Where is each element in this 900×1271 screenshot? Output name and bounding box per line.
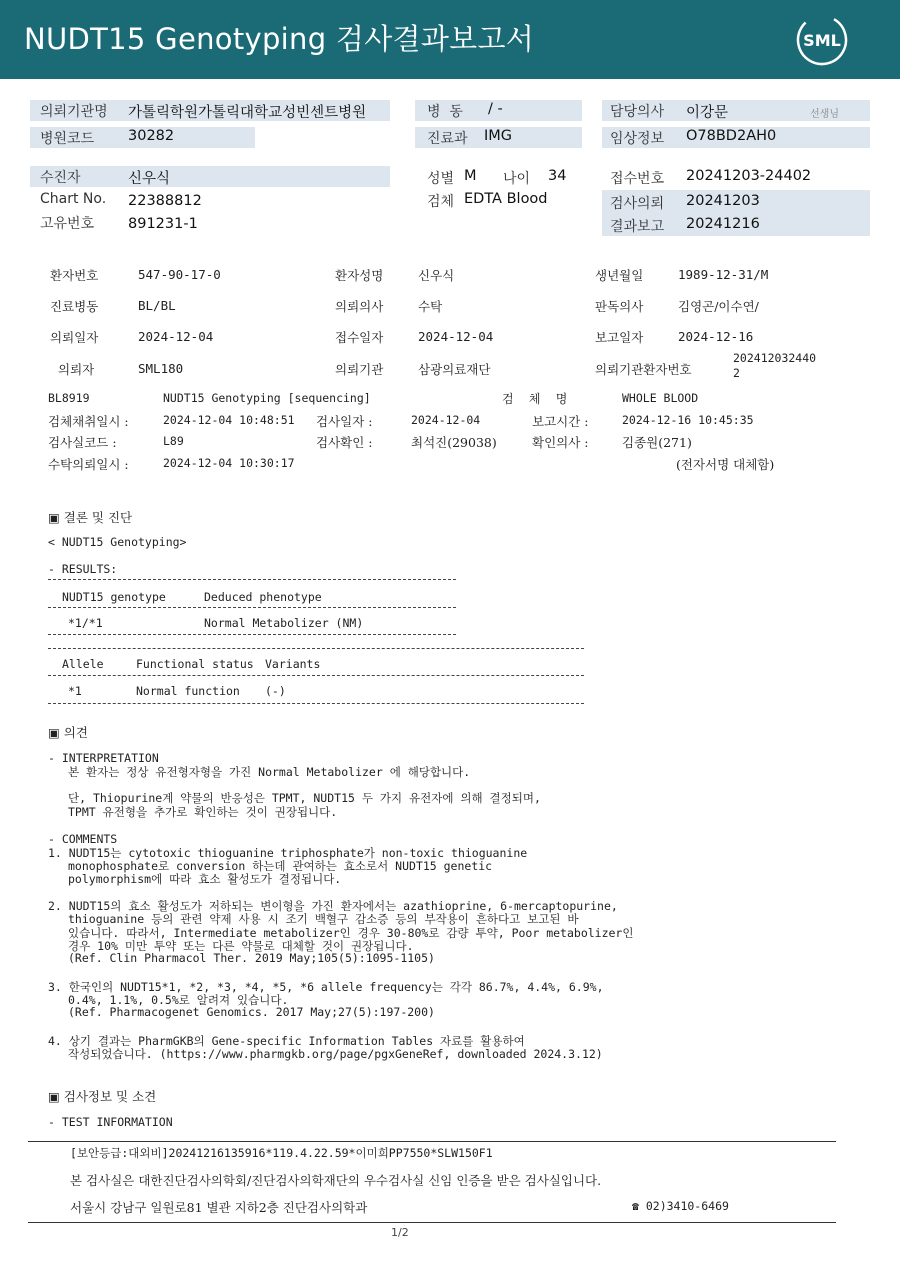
- report-title: NUDT15 Genotyping 검사결과보고서: [24, 22, 535, 56]
- certification-line: 본 검사실은 대한진단검사의학회/진단검사의학재단의 우수검사실 신임 인증을 받은 검사실입니다.: [70, 1173, 602, 1188]
- interpretation-line-3: TPMT 유전형을 추가로 확인하는 것이 권장됩니다.: [68, 805, 338, 819]
- collect-value: 2024-12-04 10:48:51: [163, 413, 295, 427]
- refdoc-value: 수탁: [418, 299, 443, 314]
- repdate-value: 2024-12-16: [678, 329, 754, 344]
- confirm-label: 검사확인 :: [316, 435, 373, 450]
- interpretation-line-1: 본 환자는 정상 유전형자형을 가진 Normal Metabolizer 에 해당합니다.: [68, 765, 471, 779]
- receipt-label: 접수번호: [610, 171, 665, 187]
- refpid-label: 의뢰기관환자번호: [595, 362, 692, 377]
- patient-box: [30, 166, 390, 187]
- page-number: 1/2: [391, 1226, 409, 1239]
- age-label: 나이: [503, 171, 531, 187]
- uid-value: 891231-1: [128, 216, 198, 232]
- footer-divider-bottom: [28, 1222, 836, 1223]
- testdate-label: 검사일자 :: [316, 414, 373, 429]
- test-name: NUDT15 Genotyping [sequencing]: [163, 391, 371, 405]
- testinfo-heading: - TEST INFORMATION: [48, 1115, 173, 1129]
- lab-value: L89: [163, 434, 184, 448]
- comment-4-line-2: 작성되었습니다. (https://www.pharmgkb.org/page/pgxGeneRef, downloaded 2024.3.12): [68, 1047, 603, 1061]
- t2-variants-value: (-): [265, 684, 286, 698]
- rtime-label: 보고시간 :: [532, 414, 589, 429]
- reader-value: 김영곤/이수연/: [678, 299, 759, 314]
- clinical-value: O78BD2AH0: [686, 128, 777, 144]
- rcvdate-value: 2024-12-04: [418, 329, 494, 344]
- comments-heading: - COMMENTS: [48, 832, 118, 846]
- doctor-value: 이강문: [686, 105, 729, 121]
- test-code: BL8919: [48, 391, 90, 405]
- confirm-value: 최석진(29038): [411, 435, 497, 450]
- comment-3-line-3: (Ref. Pharmacogenet Genomics. 2017 May;27(5):197-200): [68, 1005, 435, 1019]
- requester-value: SML180: [138, 361, 184, 376]
- comment-3-line-2: 0.4%, 1.1%, 0.5%로 알려져 있습니다.: [68, 993, 289, 1007]
- divider: [48, 634, 456, 635]
- dob-value: 1989-12-31/M: [678, 267, 769, 282]
- institution-value: 가톨릭학원가톨릭대학교성빈센트병원: [128, 105, 367, 121]
- institution-label: 의뢰기관명: [40, 104, 108, 120]
- testinfo-section-title: ▣ 검사정보 및 소견: [48, 1089, 157, 1104]
- doctor-suffix: 선생님: [810, 109, 839, 120]
- t2-function-value: Normal function: [136, 684, 240, 698]
- pname-value: 신우식: [418, 268, 455, 283]
- divider: [48, 579, 456, 580]
- receipt-value: 20241203-24402: [686, 168, 812, 184]
- ward2-label: 진료병동: [50, 299, 99, 314]
- ward-value: / -: [488, 101, 503, 117]
- report-header: [0, 0, 900, 79]
- results-section-title: ▣ 결론 및 진단: [48, 510, 133, 525]
- doctor-label: 담당의사: [610, 104, 665, 120]
- recv-label: 수탁의뢰일시 :: [48, 457, 129, 472]
- repdate-label: 보고일자: [595, 330, 644, 345]
- divider: [48, 675, 584, 676]
- cdoc-value: 김종원(271): [622, 435, 692, 450]
- chart-value: 22388812: [128, 193, 202, 209]
- comment-2-line-4: 경우 10% 미만 투약 또는 다른 약물로 대체할 것이 권장됩니다.: [68, 939, 414, 953]
- specimen-value: EDTA Blood: [464, 191, 548, 207]
- comment-2-line-3: 있습니다. 따라서, Intermediate metabolizer인 경우 30-80%로 감량 투약, Poor metabolizer인: [68, 926, 634, 940]
- t1-genotype-value: *1/*1: [68, 616, 103, 630]
- refpid-value-2: 2: [733, 366, 740, 380]
- t1-header-phenotype: Deduced phenotype: [204, 590, 322, 604]
- specimen-label: 검체: [427, 194, 455, 210]
- hospital-code-label: 병원코드: [40, 131, 95, 147]
- results-heading: - RESULTS:: [48, 562, 118, 576]
- divider: [48, 648, 584, 649]
- interpretation-heading: - INTERPRETATION: [48, 751, 159, 765]
- t2-header-variants: Variants: [265, 657, 321, 671]
- footer-divider-top: [28, 1141, 836, 1142]
- cdoc-label: 확인의사 :: [532, 435, 589, 450]
- t2-header-function: Functional status: [136, 657, 254, 671]
- address-line: 서울시 강남구 일원로81 별관 지하2층 진단검사의학과: [70, 1200, 368, 1215]
- security-line: [보안등급:대외비]20241216135916*119.4.22.59*이미희PP7550*SLW150F1: [70, 1146, 493, 1160]
- svg-text:SML: SML: [803, 31, 841, 50]
- t2-header-allele: Allele: [62, 657, 104, 671]
- report-label: 결과보고: [610, 219, 665, 235]
- chart-label: Chart No.: [40, 191, 107, 207]
- comment-2-line-5: (Ref. Clin Pharmacol Ther. 2019 May;105(5):1095-1105): [68, 951, 435, 965]
- ward2-value: BL/BL: [138, 298, 176, 313]
- refdoc-label: 의뢰의사: [335, 299, 384, 314]
- t2-allele-value: *1: [68, 684, 82, 698]
- ward-label: 병 동: [427, 104, 463, 120]
- pid-value: 547-90-17-0: [138, 267, 221, 282]
- age-value: 34: [548, 168, 567, 184]
- patient-value: 신우식: [128, 171, 171, 187]
- pname-label: 환자성명: [335, 268, 384, 283]
- reqdate-value: 2024-12-04: [138, 329, 214, 344]
- sml-logo: [795, 13, 849, 67]
- clinical-label: 임상정보: [610, 131, 665, 147]
- test-specimen-label: 검 체 명: [502, 392, 568, 406]
- divider: [48, 607, 456, 608]
- comment-1-line-2: monophosphate로 conversion 하는데 관여하는 효소로서 NUDT15 genetic: [68, 859, 493, 873]
- comment-3-line-1: 3. 한국인의 NUDT15*1, *2, *3, *4, *5, *6 allele frequency는 각각 86.7%, 4.4%, 6.9%,: [48, 980, 604, 994]
- testdate-value: 2024-12-04: [411, 413, 481, 427]
- dept-value: IMG: [484, 128, 513, 144]
- sex-label: 성별: [427, 171, 455, 187]
- sex-value: M: [464, 168, 477, 184]
- refpid-value-1: 202412032440: [733, 351, 817, 365]
- recv-value: 2024-12-04 10:30:17: [163, 456, 295, 470]
- t1-header-genotype: NUDT15 genotype: [62, 590, 166, 604]
- dob-label: 생년월일: [595, 268, 644, 283]
- requester-label: 의뢰자: [58, 362, 95, 377]
- t1-phenotype-value: Normal Metabolizer (NM): [204, 616, 364, 630]
- rtime-value: 2024-12-16 10:45:35: [622, 413, 754, 427]
- comment-2-line-2: thioguanine 등의 관련 약제 사용 시 조기 백혈구 감소증 등의 부작용이 흔하다고 보고된 바: [68, 912, 579, 926]
- comment-2-line-1: 2. NUDT15의 효소 활성도가 저하되는 변이형을 가진 환자에서는 azathioprine, 6-mercaptopurine,: [48, 899, 618, 913]
- hospital-code-value: 30282: [128, 128, 175, 144]
- refinst-value: 삼광의료재단: [418, 362, 491, 377]
- comment-1-line-1: 1. NUDT15는 cytotoxic thioguanine triphosphate가 non-toxic thioguanine: [48, 846, 528, 860]
- reqdate-label: 의뢰일자: [50, 330, 99, 345]
- esign-note: (전자서명 대체함): [676, 457, 775, 472]
- test-specimen-value: WHOLE BLOOD: [622, 391, 699, 405]
- patient-label: 수진자: [40, 170, 81, 186]
- refinst-label: 의뢰기관: [335, 362, 384, 377]
- uid-label: 고유번호: [40, 216, 95, 232]
- results-subtitle: < NUDT15 Genotyping>: [48, 535, 187, 549]
- pid-label: 환자번호: [50, 268, 99, 283]
- dept-label: 진료과: [427, 131, 468, 147]
- phone-line: ☎ 02)3410-6469: [632, 1199, 729, 1213]
- reader-label: 판독의사: [595, 299, 644, 314]
- lab-label: 검사실코드 :: [48, 435, 117, 450]
- rcvdate-label: 접수일자: [335, 330, 384, 345]
- interpretation-line-2: 단, Thiopurine계 약물의 반응성은 TPMT, NUDT15 두 가지 유전자에 의해 결정되며,: [68, 791, 541, 805]
- request-value: 20241203: [686, 193, 760, 209]
- opinion-section-title: ▣ 의견: [48, 725, 88, 740]
- report-value: 20241216: [686, 216, 760, 232]
- collect-label: 검체채취일시 :: [48, 414, 129, 429]
- divider: [48, 703, 584, 704]
- comment-1-line-3: polymorphism에 따라 효소 활성도가 결정됩니다.: [68, 872, 342, 886]
- comment-4-line-1: 4. 상기 결과는 PharmGKB의 Gene-specific Information Tables 자료를 활용하여: [48, 1034, 525, 1048]
- request-label: 검사의뢰: [610, 196, 665, 212]
